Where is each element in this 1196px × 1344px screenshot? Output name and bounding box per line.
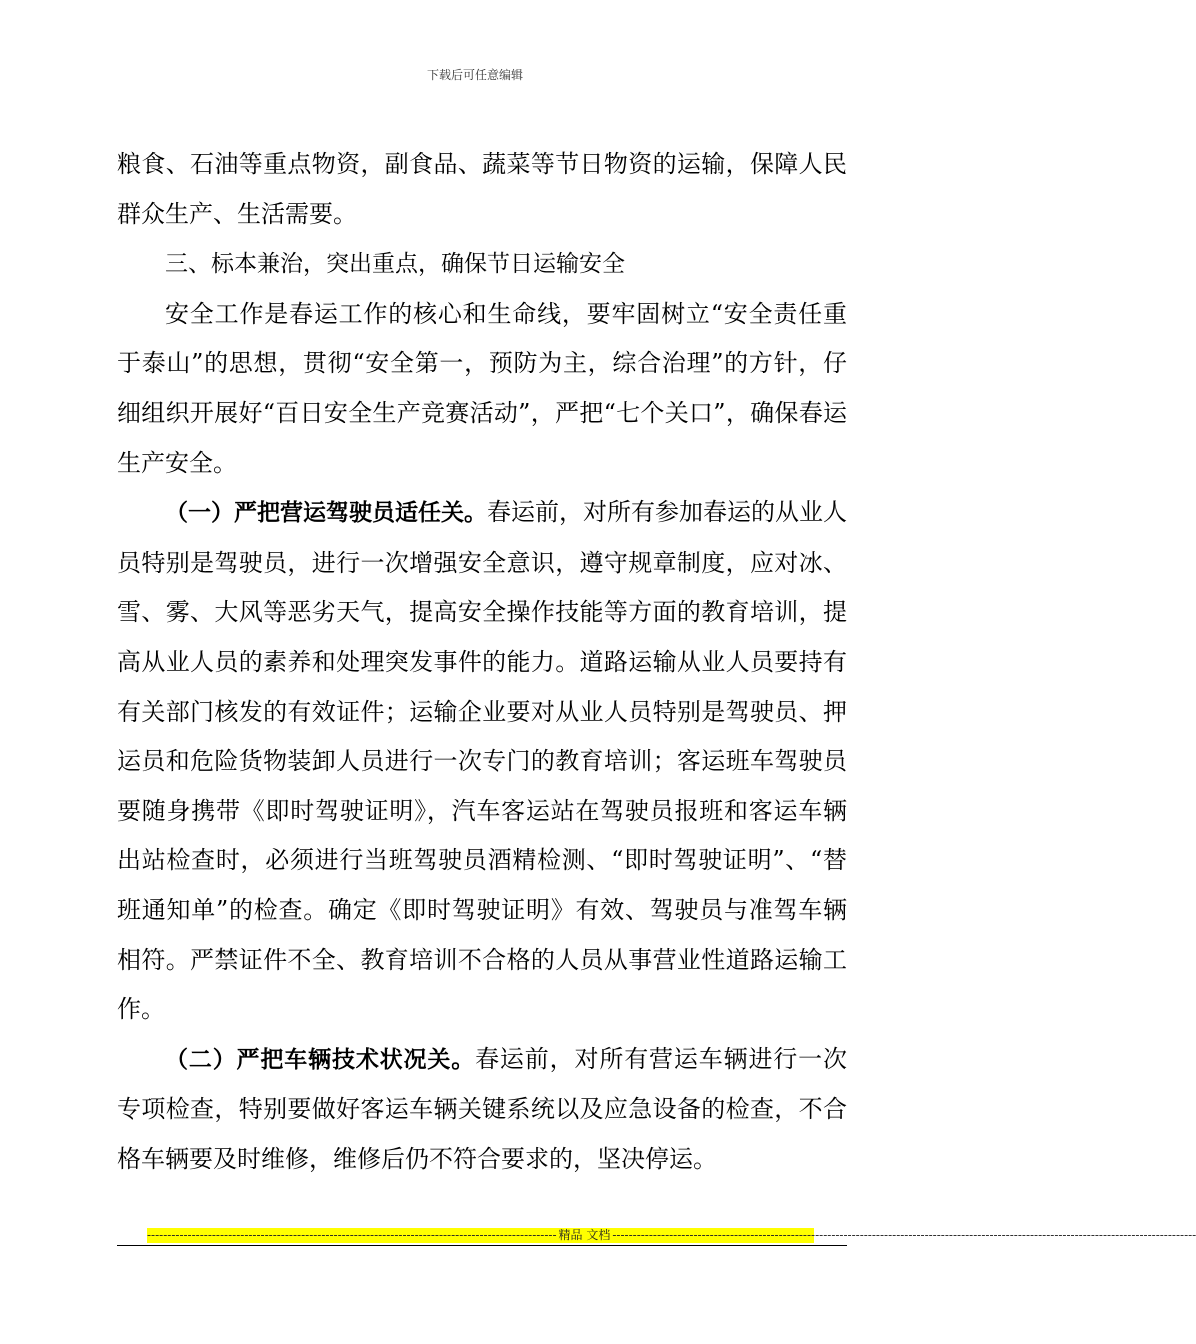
document-body — [117, 140, 847, 1184]
footer-label: 精品 文档 — [558, 1228, 611, 1242]
section-heading-text: 三、标本兼治，突出重点，确保节日运输安全 — [165, 251, 625, 278]
footer-rule — [117, 1245, 847, 1246]
footer-dashes-left: ----------------------------------------------------------------------------------------------------- — [147, 1228, 557, 1242]
paragraph-grain-transport: 粮食、石油等重点物资，副食品、蔬菜等节日物资的运输，保障人民群众生产、生活需要。 — [117, 150, 847, 228]
section-heading-3 — [117, 239, 847, 290]
paragraph-driver-qualification — [117, 488, 847, 1035]
item-2-text: 春运前，对所有营运车辆进行一次专项检查，特别要做好客运车辆关键系统以及应急设备的检查，不合格车辆要及时维修，维修后仍不符合要求的，坚决停运。 — [117, 1044, 848, 1173]
paragraph-vehicle-condition — [117, 1035, 847, 1185]
footer-highlight-bar — [147, 1228, 1196, 1243]
footer-dashes-right: ------------------------------------------------------------------------------------------------------------------------------------------------ — [612, 1228, 1196, 1242]
paragraph-safety-core: 安全工作是春运工作的核心和生命线，要牢固树立“安全责任重于泰山”的思想，贯彻“安全第一，预防为主，综合治理”的方针，仔细组织开展好“百日安全生产竞赛活动”，严把“七个关口”，确保春运生产安全。 — [117, 299, 847, 477]
header-note: 下载后可任意编辑 — [426, 68, 523, 82]
item-2-title: （二）严把车辆技术状况关。 — [165, 1046, 476, 1073]
item-1-text: 春运前，对所有参加春运的从业人员特别是驾驶员，进行一次增强安全意识，遵守规章制度，应对冰、雪、雾、大风等恶劣天气，提高安全操作技能等方面的教育培训，提高从业人员的素养和处理突发事件的能力。道路运输从业人员要持有有关部门核发的有效证件；运输企业要对从业人员特别是驾驶员、押运员和危险货物装卸人员进行一次专门的教育培训；客运班车驾驶员要随身携带《即时驾驶证明》，汽车客运站在驾驶员报班和客运车辆出站检查时，必须进行当班驾驶员酒精检测、“即时驾驶证明”、“替班通知单”的检查。确定《即时驾驶证明》有效、驾驶员与准驾车辆相符。严禁证件不全、教育培训不合格的人员从事营业性道路运输工作。 — [117, 498, 847, 1024]
item-1-title: （一）严把营运驾驶员适任关。 — [165, 500, 487, 527]
